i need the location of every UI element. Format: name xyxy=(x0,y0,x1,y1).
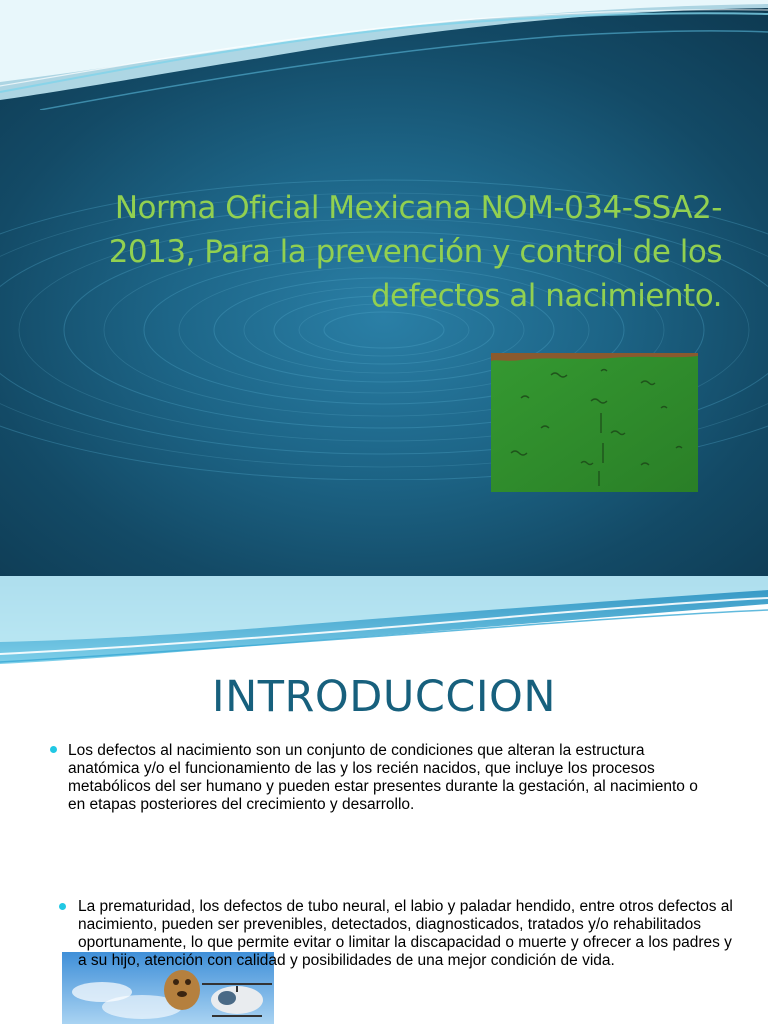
bullet-dot-icon xyxy=(59,903,66,910)
section-heading: INTRODUCCION xyxy=(211,672,557,722)
bullet-item xyxy=(78,898,742,970)
bullet-text: La prematuridad, los defectos de tubo neural, el labio y paladar hendido, entre otros defectos al nacimiento, pueden ser prevenibles, detectados, diagnosticados, tratados y/o rehabilitados oportunamente, lo que permite evitar o limitar la discapacidad o muerte y ofrecer a los padres y a su hijo, atención con calidad y posibilidades de una mejor condición de vida. xyxy=(78,898,733,969)
bullet-item xyxy=(68,742,718,814)
introduction-slide xyxy=(0,576,768,1024)
bullet-text: Los defectos al nacimiento son un conjunto de condiciones que alteran la estructura anatómica y/o el funcionamiento de las y los recién nacidos, que incluye los procesos metabólicos del ser humano y pueden estar presentes durante la gestación, al nacimiento o en etapas posteriores del crecimiento y desarrollo. xyxy=(68,742,698,813)
wave-decoration-top xyxy=(0,576,768,671)
grass-field-photo xyxy=(491,353,698,492)
wave-decoration-top xyxy=(0,0,768,110)
slide-title: Norma Oficial Mexicana NOM-034-SSA2-2013, Para la prevención y control de los defectos al nacimiento. xyxy=(108,190,722,314)
bullet-dot-icon xyxy=(50,746,57,753)
